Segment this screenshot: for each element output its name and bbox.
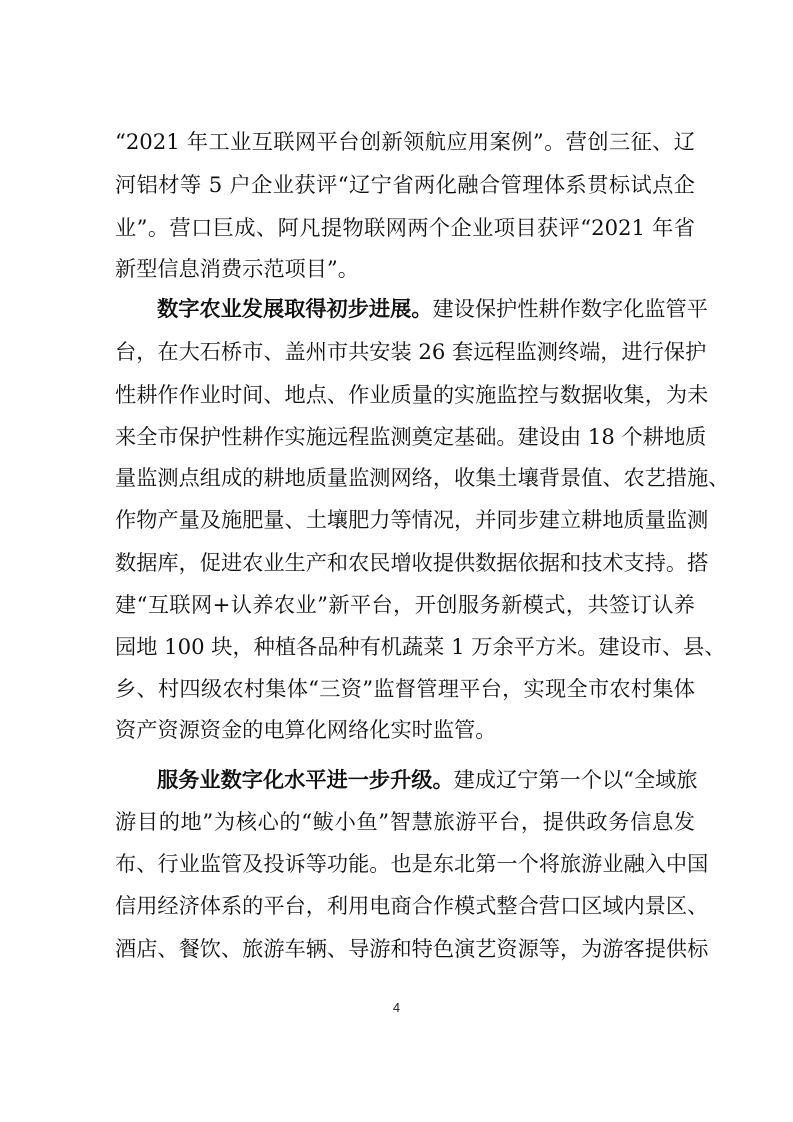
paragraph-2-line-1-text: 建设保护性耕作数字化监管平 (432, 296, 708, 321)
paragraph-3-line-1 (157, 762, 698, 798)
paragraph-2-line-5: 量监测点组成的耕地质量监测网络，收集土壤背景值、农艺措施、 (115, 465, 730, 490)
paragraph-2-line-7: 数据库，促进农业生产和农民增收提供数据依据和技术支持。搭 (115, 550, 709, 575)
paragraph-2-lead: 数字农业发展取得初步进展。 (157, 296, 433, 321)
paragraph-2-line-2: 台，在大石桥市、盖州市共安装 26 套远程监测终端，进行保护 (115, 339, 707, 364)
paragraph-3-line-1-text: 建成辽宁第一个以“全域旅 (453, 767, 698, 792)
paragraph-3-line-5: 酒店、餐饮、旅游车辆、导游和特色演艺资源等，为游客提供标 (115, 936, 709, 961)
paragraph-2-line-4: 来全市保护性耕作实施远程监测奠定基础。建设由 18 个耕地质 (115, 424, 707, 449)
paragraph-1-line-1: “2021 年工业互联网平台创新领航应用案例”。营创三征、辽 (115, 129, 695, 154)
paragraph-2-line-8: 建“互联网+认养农业”新平台，开创服务新模式，共签订认养 (115, 592, 695, 617)
paragraph-2-line-3: 性耕作作业时间、地点、作业质量的实施监控与数据收集，为未 (115, 382, 709, 407)
paragraph-2-line-11: 资产资源资金的电算化网络化实时监管。 (115, 717, 497, 742)
paragraph-2-line-10: 乡、村四级农村集体“三资”监督管理平台，实现全市农村集体 (115, 676, 695, 701)
paragraph-2-line-9: 园地 100 块，种植各品种有机蔬菜 1 万余平方米。建设市、县、 (115, 634, 726, 659)
paragraph-1-line-3: 业”。营口巨成、阿凡提物联网两个企业项目获评“2021 年省 (115, 215, 695, 240)
paragraph-3-lead: 服务业数字化水平进一步升级。 (157, 767, 454, 792)
paragraph-3-line-2: 游目的地”为核心的“鲅小鱼”智慧旅游平台，提供政务信息发 (115, 809, 695, 834)
page-number: 4 (392, 1000, 401, 1015)
paragraph-2-line-1 (157, 291, 708, 327)
paragraph-3-line-4: 信用经济体系的平台，利用电商合作模式整合营口区域内景区、 (115, 893, 709, 918)
paragraph-1-line-4: 新型信息消费示范项目”。 (115, 256, 359, 281)
paragraph-2-line-6: 作物产量及施肥量、土壤肥力等情况，并同步建立耕地质量监测 (115, 507, 709, 532)
paragraph-3-line-3: 布、行业监管及投诉等功能。也是东北第一个将旅游业融入中国 (115, 851, 709, 876)
paragraph-1-line-2: 河铝材等 5 户企业获评“辽宁省两化融合管理体系贯标试点企 (115, 172, 695, 197)
